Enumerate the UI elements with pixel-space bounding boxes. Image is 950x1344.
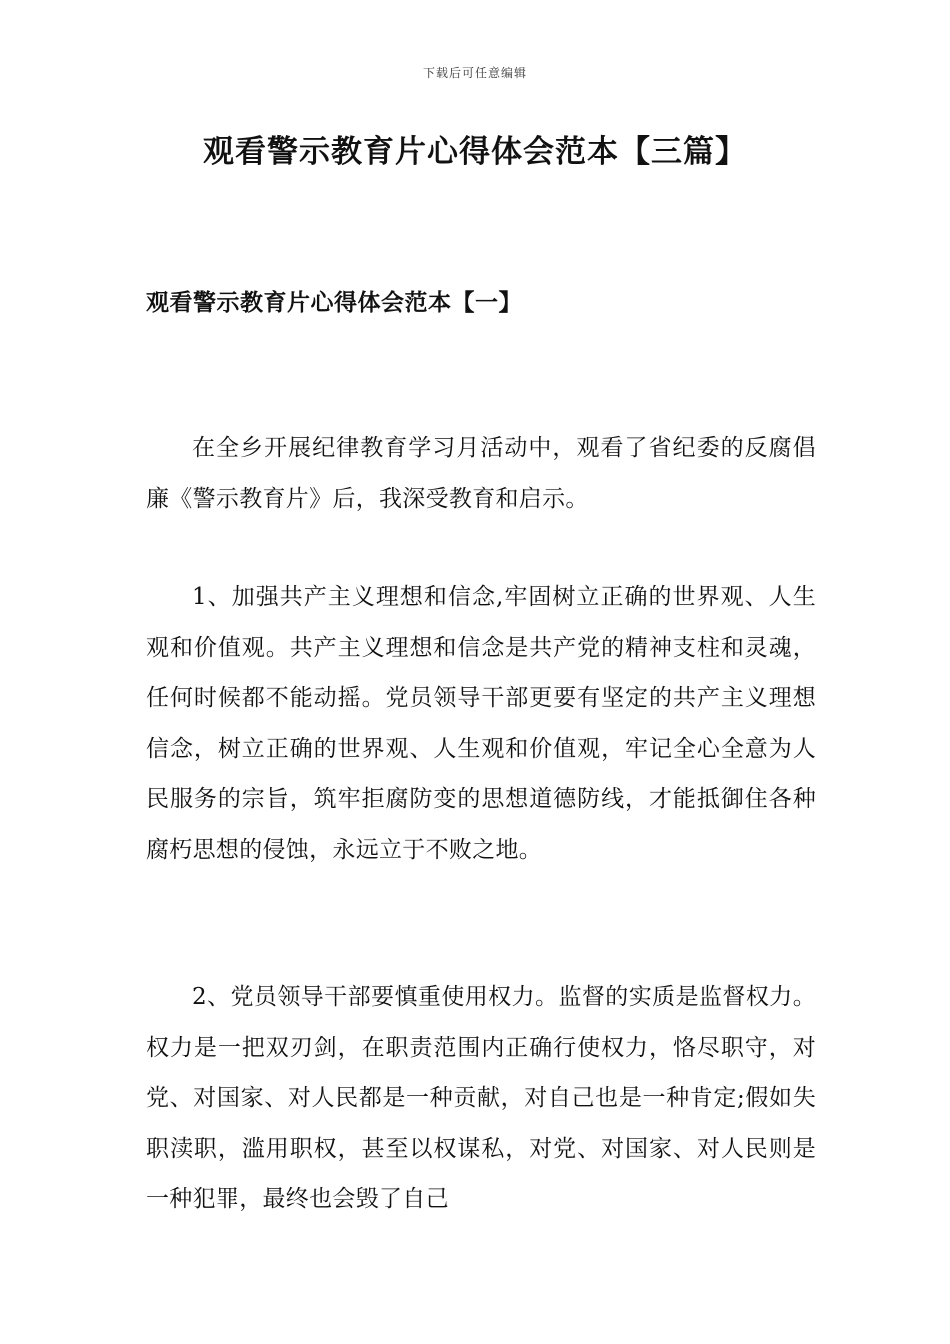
paragraph-point-2: 2、党员领导干部要慎重使用权力。监督的实质是监督权力。权力是一把双刃剑，在职责范围内正确行使权力，恪尽职守，对党、对国家、对人民都是一种贡献，对自己也是一种肯定;假如失职渎职，滥用职权，甚至以权谋私，对党、对国家、对人民则是一种犯罪，最终也会毁了自己 xyxy=(146,984,816,1212)
paragraph-point-1: 1、加强共产主义理想和信念,牢固树立正确的世界观、人生观和价值观。共产主义理想和信念是共产党的精神支柱和灵魂，任何时候都不能动摇。党员领导干部更要有坚定的共产主义理想信念，树立正确的世界观、人生观和价值观，牢记全心全意为人民服务的宗旨，筑牢拒腐防变的思想道德防线，才能抵御住各种腐朽思想的侵蚀，永远立于不败之地。 xyxy=(146,584,816,863)
paragraph-intro: 在全乡开展纪律教育学习月活动中，观看了省纪委的反腐倡廉《警示教育片》后，我深受教育和启示。 xyxy=(146,435,816,512)
header-note: 下载后可任意编辑 xyxy=(422,66,527,80)
section-title: 观看警示教育片心得体会范本【一】 xyxy=(146,289,522,316)
document-title: 观看警示教育片心得体会范本【三篇】 xyxy=(203,134,747,170)
